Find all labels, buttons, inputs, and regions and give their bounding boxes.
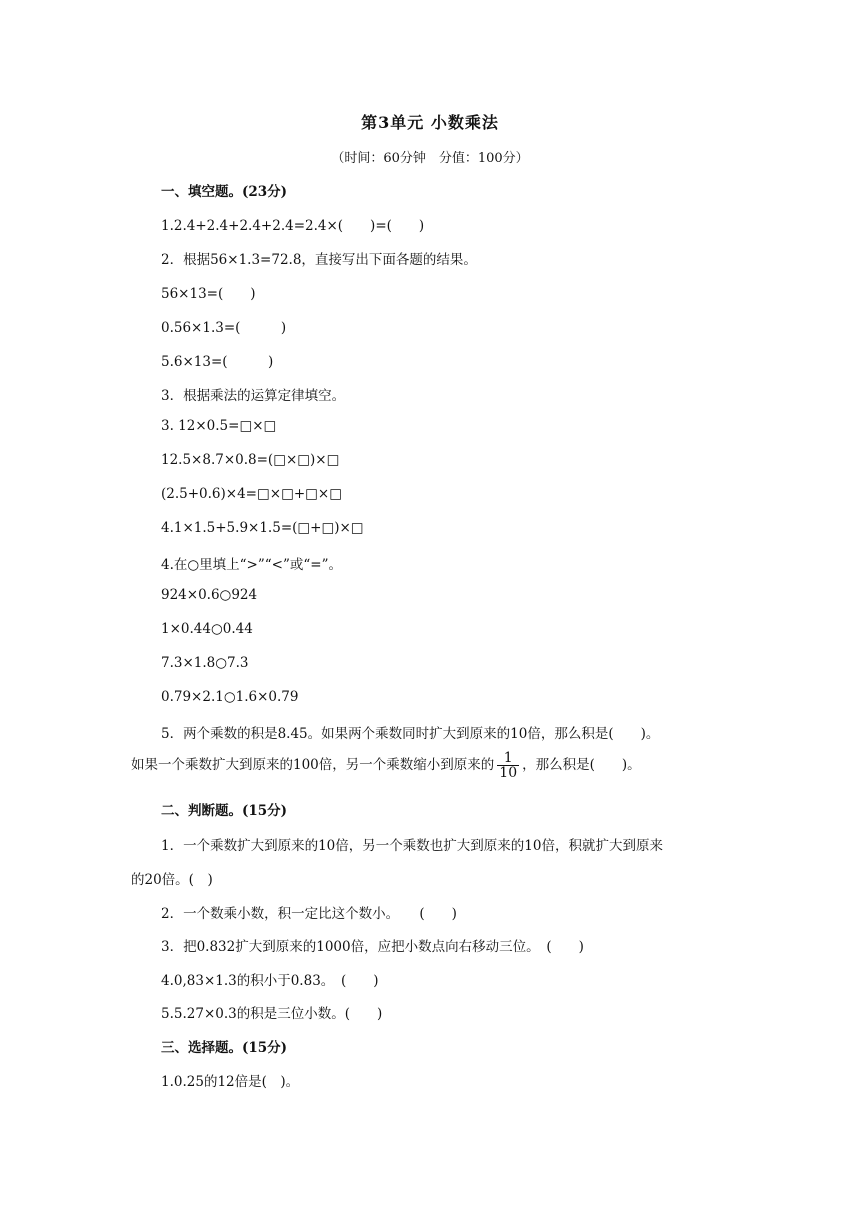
- s1-line-6: 3．根据乘法的运算定律填空。: [161, 388, 346, 404]
- s2-line-3: 3．把0.832扩大到原来的1000倍，应把小数点向右移动三位。 ( ): [161, 939, 584, 955]
- s1-line-1: 1.2.4+2.4+2.4+2.4=2.4×( )=( ): [161, 218, 425, 234]
- s3-line-1: 1.0.25的12倍是( )。: [161, 1074, 300, 1090]
- s1-line-10: 4.1×1.5+5.9×1.5=(□+□)×□: [161, 520, 364, 536]
- s1-line-13: 1×0.44○0.44: [161, 621, 253, 637]
- s1-line-7: 3. 12×0.5=□×□: [161, 418, 277, 434]
- page-title: 第3单元 小数乘法: [361, 113, 499, 132]
- s1-line-14: 7.3×1.8○7.3: [161, 655, 249, 671]
- s1-q5-text-before: 如果一个乘数扩大到原来的100倍，另一个乘数缩小到原来的: [131, 757, 495, 773]
- s1-line-15: 0.79×2.1○1.6×0.79: [161, 689, 299, 705]
- s1-q5-text-after: ，那么积是( )。: [522, 757, 641, 773]
- fraction-denominator: 10: [499, 765, 518, 781]
- s1-line-16: 5．两个乘数的积是8.45。如果两个乘数同时扩大到原来的10倍，那么积是( )。: [161, 726, 660, 742]
- s1-line-12: 924×0.6○924: [161, 587, 258, 603]
- page-subtitle: （时间：60分钟 分值：100分）: [331, 151, 529, 166]
- s2-q1-line1: 1．一个乘数扩大到原来的10倍，另一个乘数也扩大到原来的10倍，积就扩大到原来: [161, 838, 663, 854]
- section3-heading: 三、选择题。(15分): [161, 1040, 288, 1056]
- s2-line-4: 4.0,83×1.3的积小于0.83。 ( ): [161, 973, 379, 989]
- s1-line-3: 56×13=( ): [161, 286, 256, 302]
- fraction-one-tenth: [497, 751, 519, 780]
- section2-heading: 二、判断题。(15分): [161, 803, 288, 819]
- s1-line-8: 12.5×8.7×0.8=(□×□)×□: [161, 452, 340, 468]
- s1-line-5: 5.6×13=( ): [161, 354, 274, 370]
- s1-line-4: 0.56×1.3=( ): [161, 320, 287, 336]
- fraction-numerator: 1: [497, 751, 519, 766]
- s1-q5-line2: [131, 751, 641, 780]
- s1-line-9: (2.5+0.6)×4=□×□+□×□: [161, 486, 342, 502]
- s2-line-2: 2．一个数乘小数，积一定比这个数小。 ( ): [161, 906, 457, 922]
- section1-heading: 一、填空题。(23分): [161, 184, 288, 200]
- s1-line-11: 4.在○里填上“>”“<”或“=”。: [161, 557, 343, 573]
- s1-line-2: 2．根据56×1.3=72.8，直接写出下面各题的结果。: [161, 252, 477, 268]
- s2-line-5: 5.5.27×0.3的积是三位小数。( ): [161, 1006, 383, 1022]
- s2-q1-line2: 的20倍。( ): [131, 872, 213, 888]
